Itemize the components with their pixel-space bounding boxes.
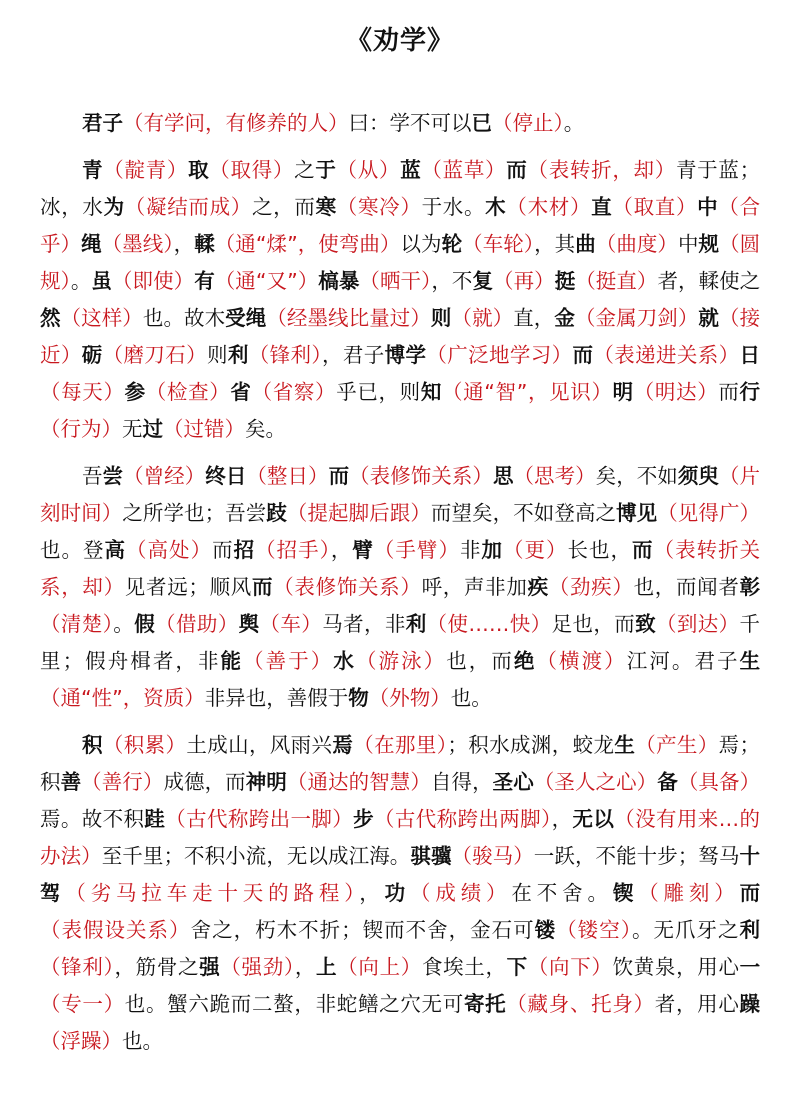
keyword-text: 而 <box>328 464 350 488</box>
keyword-text: 虽 <box>91 269 112 293</box>
gloss-text: （具备） <box>677 770 761 794</box>
gloss-text: （有学问，有修养的人） <box>123 111 349 135</box>
keyword-text: 一 <box>739 955 761 979</box>
gloss-text: （在那里） <box>353 733 448 757</box>
gloss-text: （通“性”，资质） <box>40 686 205 710</box>
gloss-text: （劲疾） <box>548 575 634 599</box>
gloss-text: （凝结而成） <box>124 195 252 219</box>
plain-text: 成德，而 <box>163 770 246 794</box>
plain-text: 见者远；顺风 <box>124 575 252 599</box>
plain-text: 饮黄泉，用心 <box>612 955 740 979</box>
keyword-text: 致 <box>635 612 656 636</box>
plain-text: ；积水成渊，蛟龙 <box>447 733 615 757</box>
plain-text: 则 <box>207 343 228 367</box>
keyword-text: 利 <box>405 612 427 636</box>
keyword-text: 加 <box>481 538 503 562</box>
keyword-text: 舆 <box>238 612 260 636</box>
gloss-text: （取直） <box>612 195 698 219</box>
keyword-text: 高 <box>104 538 127 562</box>
page-title: 《劝学》 <box>345 26 454 56</box>
keyword-text: 而 <box>506 158 528 182</box>
keyword-text: 镂 <box>534 918 557 942</box>
gloss-text: （金属刀剑） <box>574 306 699 330</box>
gloss-text: （通达的智慧） <box>286 770 431 794</box>
gloss-text: （锋利） <box>248 343 322 367</box>
gloss-text: （车） <box>259 612 323 636</box>
keyword-text: 思 <box>492 464 514 488</box>
plain-text: 矣，不如 <box>595 464 678 488</box>
keyword-text: 取 <box>188 158 210 182</box>
gloss-text: （通“又”） <box>214 269 319 293</box>
plain-text: 矣。 <box>245 417 286 441</box>
keyword-text: 青 <box>82 158 104 182</box>
gloss-text: （明达） <box>633 380 719 404</box>
gloss-text: （表假设关系） <box>40 918 191 942</box>
gloss-text: （浮躁） <box>40 1029 122 1053</box>
plain-text: 直， <box>513 306 555 330</box>
plain-text: 也。蟹六跪而二螯，非蛇鳝之穴无可 <box>124 992 464 1016</box>
plain-text: 而 <box>718 380 740 404</box>
gloss-text: （木材） <box>506 195 592 219</box>
gloss-text: （外物） <box>368 686 451 710</box>
plain-text: ， <box>173 232 195 256</box>
plain-text: 土成山，风雨兴 <box>186 733 333 757</box>
gloss-text: （产生） <box>635 733 719 757</box>
keyword-text: 轮 <box>441 232 463 256</box>
gloss-text: （使……快） <box>426 612 552 636</box>
gloss-text: （行为） <box>40 417 122 441</box>
gloss-text: （镂空） <box>556 918 632 942</box>
gloss-text: （磨刀石） <box>102 343 207 367</box>
gloss-text: （向上） <box>337 955 422 979</box>
plain-text: ，君子 <box>322 343 385 367</box>
keyword-text: 为 <box>103 195 125 219</box>
keyword-text: 参 <box>124 380 146 404</box>
gloss-text: （曲度） <box>595 232 678 256</box>
keyword-text: 过 <box>142 417 163 441</box>
gloss-text: （从） <box>336 158 401 182</box>
keyword-text: 金 <box>554 306 575 330</box>
gloss-text: （表转折，却） <box>527 158 676 182</box>
keyword-text: 躁 <box>739 992 761 1016</box>
gloss-text: （骏马） <box>451 844 534 868</box>
keyword-text: 而 <box>632 538 654 562</box>
plain-text: 吾 <box>82 464 103 488</box>
gloss-text: （更） <box>502 538 568 562</box>
keyword-text: 砺 <box>81 343 103 367</box>
paragraph-3 <box>40 458 760 717</box>
gloss-text: （就） <box>451 306 514 330</box>
gloss-text: （省察） <box>251 380 337 404</box>
plain-text: 一跃，不能十步；驽马 <box>533 844 740 868</box>
plain-text: 呼，声非加 <box>421 575 528 599</box>
keyword-text: 明 <box>612 380 634 404</box>
plain-text: 者，輮使之 <box>657 269 761 293</box>
plain-text: 也。故木 <box>142 306 226 330</box>
plain-text: 在不舍。 <box>511 881 613 905</box>
gloss-text: （过错） <box>163 417 245 441</box>
keyword-text: 挺 <box>554 269 576 293</box>
keyword-text: 曲 <box>575 232 596 256</box>
keyword-text: 功 <box>384 881 411 905</box>
plain-text: 无 <box>122 417 143 441</box>
gloss-text: （靛青） <box>103 158 189 182</box>
plain-text: 也。 <box>122 1029 163 1053</box>
plain-text: 者，用心 <box>654 992 740 1016</box>
gloss-text: （晒干） <box>359 269 432 293</box>
gloss-text: （横渡） <box>536 649 627 673</box>
paragraph-1 <box>40 105 760 142</box>
gloss-text: （曾经） <box>123 464 206 488</box>
keyword-text: 槁暴 <box>318 269 360 293</box>
keyword-text: 规 <box>698 232 720 256</box>
plain-text: 舍之，朽木不折；锲而不舍，金石可 <box>190 918 535 942</box>
keyword-text: 锲 <box>612 881 639 905</box>
plain-text: 长也， <box>567 538 633 562</box>
plain-text: 也。 <box>450 686 492 710</box>
plain-text: 而望矣，不如登高之 <box>430 501 617 525</box>
keyword-text: 而 <box>739 881 761 905</box>
gloss-text: （游泳） <box>355 649 447 673</box>
gloss-text: （成绩） <box>410 881 512 905</box>
keyword-text: 就 <box>698 306 719 330</box>
plain-text: 乎已，则 <box>336 380 421 404</box>
keyword-text: 寄托 <box>463 992 507 1016</box>
keyword-text: 君子 <box>82 111 123 135</box>
gloss-text: （取得） <box>209 158 295 182</box>
document-body <box>40 105 760 1060</box>
keyword-text: 博学 <box>384 343 427 367</box>
gloss-text: （经墨线比量过） <box>266 306 431 330</box>
keyword-text: 生 <box>614 733 636 757</box>
plain-text: 于水。 <box>421 195 486 219</box>
keyword-text: 绝 <box>513 649 537 673</box>
keyword-text: 利 <box>739 918 761 942</box>
keyword-text: 而 <box>251 575 274 599</box>
gloss-text: （没有用来…的办法） <box>40 807 760 868</box>
plain-text: 千里；假舟楫者，非 <box>40 612 761 673</box>
keyword-text: 疾 <box>527 575 549 599</box>
keyword-text: 有 <box>194 269 215 293</box>
gloss-text: （即使） <box>111 269 195 293</box>
keyword-text: 博见 <box>616 501 658 525</box>
gloss-text: （善行） <box>81 770 164 794</box>
gloss-text: （片刻时间） <box>40 464 760 525</box>
gloss-text: （善于） <box>243 649 334 673</box>
plain-text: ， <box>359 881 385 905</box>
gloss-text: （锋利） <box>40 955 115 979</box>
plain-text: 也。登 <box>40 538 105 562</box>
keyword-text: 无以 <box>572 807 615 831</box>
plain-text: 之，而 <box>251 195 316 219</box>
keyword-text: 已 <box>471 111 492 135</box>
keyword-text: 日 <box>739 343 760 367</box>
keyword-text: 彰 <box>739 575 761 599</box>
plain-text: 。 <box>70 269 92 293</box>
gloss-text: （借助） <box>155 612 239 636</box>
keyword-text: 水 <box>333 649 356 673</box>
keyword-text: 而 <box>572 343 594 367</box>
plain-text: 曰：学不可以 <box>348 111 472 135</box>
plain-text: 。无爪牙之 <box>631 918 740 942</box>
keyword-text: 善 <box>60 770 82 794</box>
plain-text: 。 <box>563 111 585 135</box>
gloss-text: （通“智”，见识） <box>441 380 613 404</box>
gloss-text: （合乎） <box>40 195 761 256</box>
gloss-text: （墨线） <box>101 232 174 256</box>
gloss-text: （检查） <box>145 380 231 404</box>
gloss-text: （挺直） <box>575 269 658 293</box>
gloss-text: （专一） <box>40 992 125 1016</box>
keyword-text: 上 <box>316 955 338 979</box>
keyword-text: 省 <box>230 380 252 404</box>
keyword-text: 生 <box>739 649 761 673</box>
plain-text: ， <box>551 807 573 831</box>
gloss-text: （表转折关系，却） <box>40 538 761 599</box>
plain-text: ， <box>330 538 353 562</box>
gloss-text: （圆规） <box>40 232 761 293</box>
plain-text: 非 <box>459 538 482 562</box>
keyword-text: 焉 <box>332 733 354 757</box>
keyword-text: 臂 <box>352 538 374 562</box>
plain-text: 至千里；不积小流，无以成江海。 <box>101 844 411 868</box>
plain-text: ，其 <box>534 232 576 256</box>
keyword-text: 能 <box>220 649 244 673</box>
keyword-text: 备 <box>657 770 678 794</box>
keyword-text: 蓝 <box>400 158 422 182</box>
keyword-text: 强 <box>199 955 221 979</box>
plain-text: 以为 <box>400 232 442 256</box>
gloss-text: （古代称跨出一脚） <box>165 807 354 831</box>
keyword-text: 物 <box>348 686 369 710</box>
plain-text: 非异也，善假于 <box>204 686 349 710</box>
paragraph-4 <box>40 727 760 1060</box>
keyword-text: 跬 <box>144 807 166 831</box>
gloss-text: （停止） <box>492 111 564 135</box>
keyword-text: 尝 <box>102 464 124 488</box>
plain-text: 焉；积 <box>40 733 761 794</box>
gloss-text: （通“煣”，使弯曲） <box>214 232 401 256</box>
gloss-text: （积累） <box>102 733 187 757</box>
keyword-text: 须臾 <box>677 464 719 488</box>
keyword-text: 利 <box>227 343 249 367</box>
gloss-text: （圣人之心） <box>533 770 658 794</box>
keyword-text: 积 <box>82 733 103 757</box>
gloss-text: （思考） <box>513 464 596 488</box>
keyword-text: 则 <box>430 306 452 330</box>
gloss-text: （再） <box>493 269 555 293</box>
keyword-text: 跂 <box>266 501 287 525</box>
plain-text: 焉。故不积 <box>40 807 145 831</box>
keyword-text: 直 <box>591 195 613 219</box>
gloss-text: （向下） <box>527 955 613 979</box>
keyword-text: 受绳 <box>225 306 267 330</box>
plain-text: ， <box>294 955 317 979</box>
gloss-text: （高处） <box>126 538 213 562</box>
plain-text: 江河。君子 <box>626 649 740 673</box>
keyword-text: 步 <box>353 807 374 831</box>
gloss-text: （表修饰关系） <box>349 464 493 488</box>
plain-text: 也，而 <box>446 649 514 673</box>
keyword-text: 骐骥 <box>410 844 452 868</box>
keyword-text: 十驾 <box>40 844 761 905</box>
plain-text: 中 <box>677 232 699 256</box>
plain-text: 之 <box>294 158 316 182</box>
keyword-text: 于 <box>315 158 337 182</box>
paragraph-2 <box>40 152 760 448</box>
keyword-text: 绳 <box>81 232 102 256</box>
gloss-text: （蓝草） <box>421 158 507 182</box>
keyword-text: 假 <box>134 612 156 636</box>
gloss-text: （车轮） <box>462 232 535 256</box>
gloss-text: （寒冷） <box>336 195 422 219</box>
gloss-text: （劣马拉车走十天的路程） <box>65 881 360 905</box>
gloss-text: （这样） <box>60 306 143 330</box>
gloss-text: （清楚） <box>40 612 114 636</box>
keyword-text: 招 <box>233 538 256 562</box>
gloss-text: （整日） <box>246 464 329 488</box>
keyword-text: 然 <box>40 306 61 330</box>
keyword-text: 木 <box>485 195 507 219</box>
gloss-text: （手臂） <box>373 538 460 562</box>
gloss-text: （提起脚后跟） <box>286 501 431 525</box>
gloss-text: （雕刻） <box>638 881 740 905</box>
gloss-text: （每天） <box>40 380 125 404</box>
keyword-text: 知 <box>420 380 442 404</box>
plain-text: 而 <box>212 538 234 562</box>
gloss-text: （古代称跨出两脚） <box>374 807 552 831</box>
keyword-text: 中 <box>697 195 719 219</box>
gloss-text: （强劲） <box>220 955 295 979</box>
plain-text: ，筋骨之 <box>114 955 200 979</box>
plain-text: 足也，而 <box>551 612 636 636</box>
keyword-text: 下 <box>506 955 528 979</box>
plain-text: ，不 <box>431 269 473 293</box>
gloss-text: （见得广） <box>657 501 761 525</box>
gloss-text: （表修饰关系） <box>273 575 422 599</box>
plain-text: 马者，非 <box>322 612 406 636</box>
keyword-text: 輮 <box>194 232 215 256</box>
gloss-text: （藏身、托身） <box>506 992 655 1016</box>
keyword-text: 终日 <box>205 464 247 488</box>
plain-text: 也，而闻者 <box>633 575 740 599</box>
plain-text: 。 <box>113 612 135 636</box>
keyword-text: 圣心 <box>492 770 534 794</box>
plain-text: 之所学也；吾尝 <box>122 501 267 525</box>
keyword-text: 复 <box>472 269 494 293</box>
gloss-text: （广泛地学习） <box>426 343 573 367</box>
keyword-text: 行 <box>739 380 761 404</box>
gloss-text: （到达） <box>656 612 740 636</box>
keyword-text: 寒 <box>315 195 337 219</box>
plain-text: 青于蓝；冰，水 <box>40 158 761 219</box>
keyword-text: 神明 <box>245 770 287 794</box>
gloss-text: （招手） <box>255 538 331 562</box>
gloss-text: （接近） <box>40 306 761 367</box>
plain-text: 自得， <box>430 770 493 794</box>
gloss-text: （表递进关系） <box>593 343 740 367</box>
plain-text: 食埃土， <box>421 955 507 979</box>
